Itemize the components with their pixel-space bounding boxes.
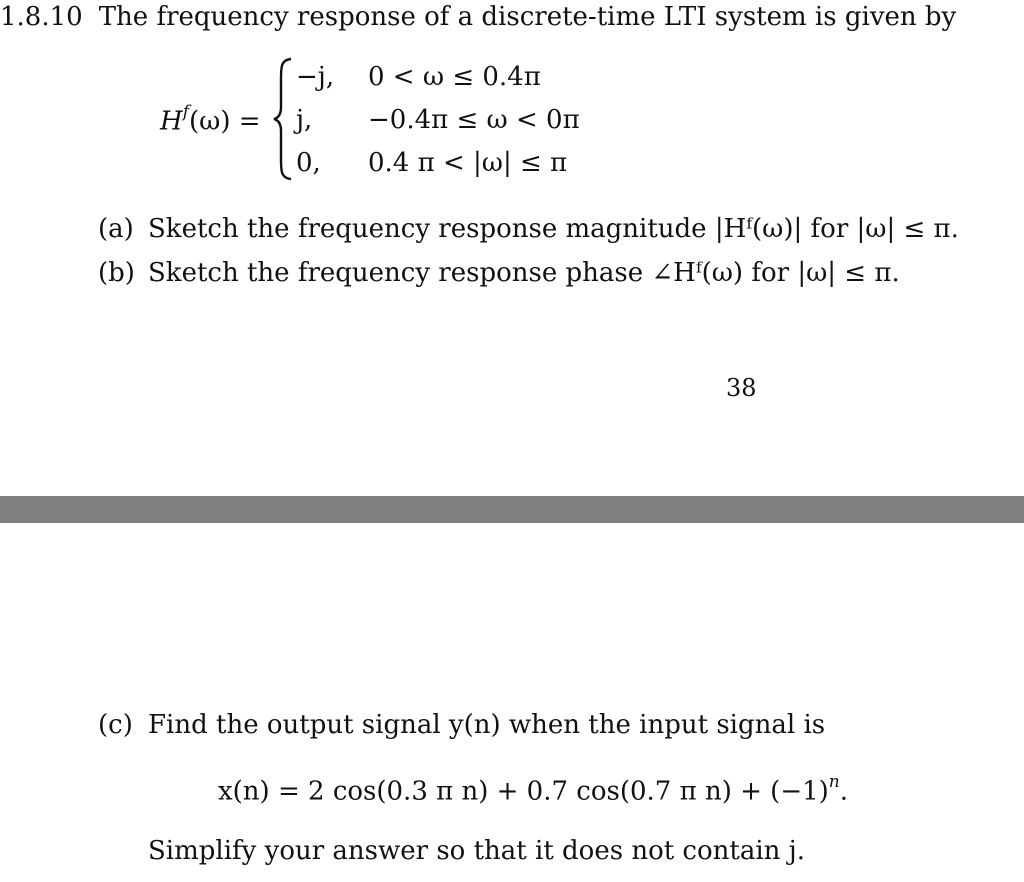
case-1-condition: 0 < ω ≤ 0.4π [368, 62, 541, 92]
case-3-value: 0, [296, 148, 321, 178]
instruction-text: Simplify your answer so that it does not contain j. [148, 836, 805, 866]
part-b-text: Sketch the frequency response phase ∠Hᶠ(ω) for |ω| ≤ π. [148, 258, 900, 288]
case-2-condition: −0.4π ≤ ω < 0π [368, 105, 580, 135]
input-equation-exponent: n [828, 772, 840, 792]
case-3-condition: 0.4 π < |ω| ≤ π [368, 148, 568, 178]
input-equation-body: x(n) = 2 cos(0.3 π n) + 0.7 cos(0.7 π n) + (−1) [218, 776, 829, 807]
problem-statement: The frequency response of a discrete-time LTI system is given by [98, 2, 957, 32]
part-a-label: (a) [98, 214, 134, 244]
part-b-label: (b) [98, 258, 135, 288]
formula-lhs-argument: (ω) = [188, 106, 261, 137]
page-number: 38 [726, 374, 757, 402]
input-equation [218, 772, 849, 807]
part-b [98, 258, 900, 288]
problem-heading [0, 2, 956, 32]
part-c [98, 710, 825, 740]
part-a [98, 214, 959, 244]
part-c-label: (c) [98, 710, 133, 740]
part-a-text: Sketch the frequency response magnitude |Hᶠ(ω)| for |ω| ≤ π. [148, 214, 959, 244]
formula-lhs-symbol: H [160, 106, 183, 137]
left-brace-icon [272, 57, 294, 181]
case-1-value: −j, [296, 62, 335, 92]
case-2-value: j, [296, 105, 313, 135]
formula-lhs [160, 102, 261, 137]
page-divider [0, 496, 1024, 523]
input-equation-end: . [839, 776, 849, 807]
problem-number: 1.8.10 [0, 2, 83, 32]
formula-lhs-superscript: f [182, 102, 189, 122]
part-c-text: Find the output signal y(n) when the input signal is [148, 710, 826, 740]
